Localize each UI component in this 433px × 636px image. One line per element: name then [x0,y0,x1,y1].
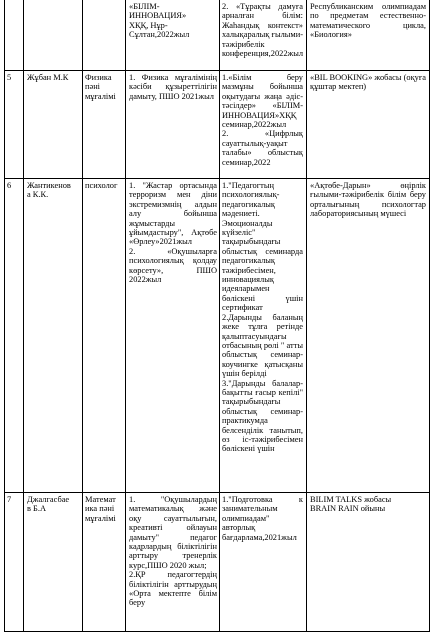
cell-number: 5 [7,73,12,82]
cell-name: Жұбан М.К [27,73,69,82]
row-divider [4,178,430,179]
cell-number: 7 [7,495,12,504]
column-divider [82,0,83,631]
column-divider [125,0,126,631]
cell-col5: 2. «Тұрақты дамуға арналған білім: Жаһандық контекст» халықаралық ғылыми-тәжірибелік конференция,2022жыл [222,2,303,59]
cell-col4: 1. "Оқушылардың математикалық және оқу сауаттылығын, креативті ойлауын дамыту" педагог кадрлардың біліктілігін арттыру тренерлік курс,ПШО 2020 жыл; 2.ҚР педагогтердің біліктілігін арттырудың «Орта мектепте білім беру [129,495,217,608]
cell-position: Физика пәні мұғалімі [85,73,116,101]
cell-col6: Республиканским олимпиадам по предметам естественно-математического цикла, «Биология» [310,2,426,40]
table-border-bottom [4,631,430,632]
cell-col6: «Ақтөбе-Дарын» өңірлік ғылыми-тәжірибелік білім беру орталығының психологтар лабораториясының мүшесі [310,181,426,219]
cell-col6: BILIM TALKS жобасы BRAIN RAIN ойыны [310,495,392,514]
column-divider [306,0,307,631]
table-border-left [4,0,5,631]
row-divider [4,70,430,71]
cell-position: психолог [85,181,118,190]
cell-name: Джалгасбае в Б.А [27,495,70,514]
cell-col4: «БІЛІМ- ИННОВАЦИЯ» ХҚҚ, Нұр- Сұлтан,2022жыл [129,2,190,40]
cell-number: 6 [7,181,12,190]
cell-name: Жантикенов а К.К. [27,181,71,200]
cell-col4: 1. "Жастар ортасында терроризм мен діни экстремизмнің алдын алу бойынша жұмыстарды ұйымдастыру", Ақтөбе «Өрлеу»2021жыл 2. «Оқушыларға психологиялық қолдау көрсету», ПШО 2022жыл [129,181,217,285]
cell-col6: «BIL BOOKING» жобасы (оқуға құштар мектеп) [310,73,426,92]
cell-col5: 1.«Білім беру мазмұны бойынша оқытудағы жаңа әдіс-тәсілдер» «БІЛІМ-ИННОВАЦИЯ»ХҚҚ семинар,2022жыл 2. «Цифрлық сауаттылық-уақыт талабы» облыстық семинар,2022 [222,73,303,167]
cell-col5: 1."Педагогтың психологиялық-педагогикалық мәдениеті. Эмоционалды күйзеліс" тақырыбындағы облыстық семинарда педагогикалық тәжірибесімен, инновациялық идеяларымен бөліскені үшін сертификат 2.Дарынды баланың жеке тұлға ретінде қалыптасуындағы отбасының рөлі " атты облыстық семинар-коучингке қатысқаны үшін берілді 3."Дарынды балалар-бақытты ғасыр кепілі" тақырыбындағы облыстық семинар-практикумда белсенділік танытып, өз іс-тәжірибесімен бөліскені үшін [222,181,303,454]
cell-col4: 1. Физика мұғалімінің кәсіби құзыреттілігін дамыту, ПШО 2021жыл [129,73,217,101]
column-divider [23,0,24,631]
table-border-right [429,0,430,631]
cell-position: Математ ика пәні мұғалімі [85,495,116,523]
column-divider [219,0,220,631]
cell-col5: 1."Подготовка к занимательным олимпиадам" авторлық бағдарлама,2021жыл [222,495,303,542]
row-divider [4,492,430,493]
